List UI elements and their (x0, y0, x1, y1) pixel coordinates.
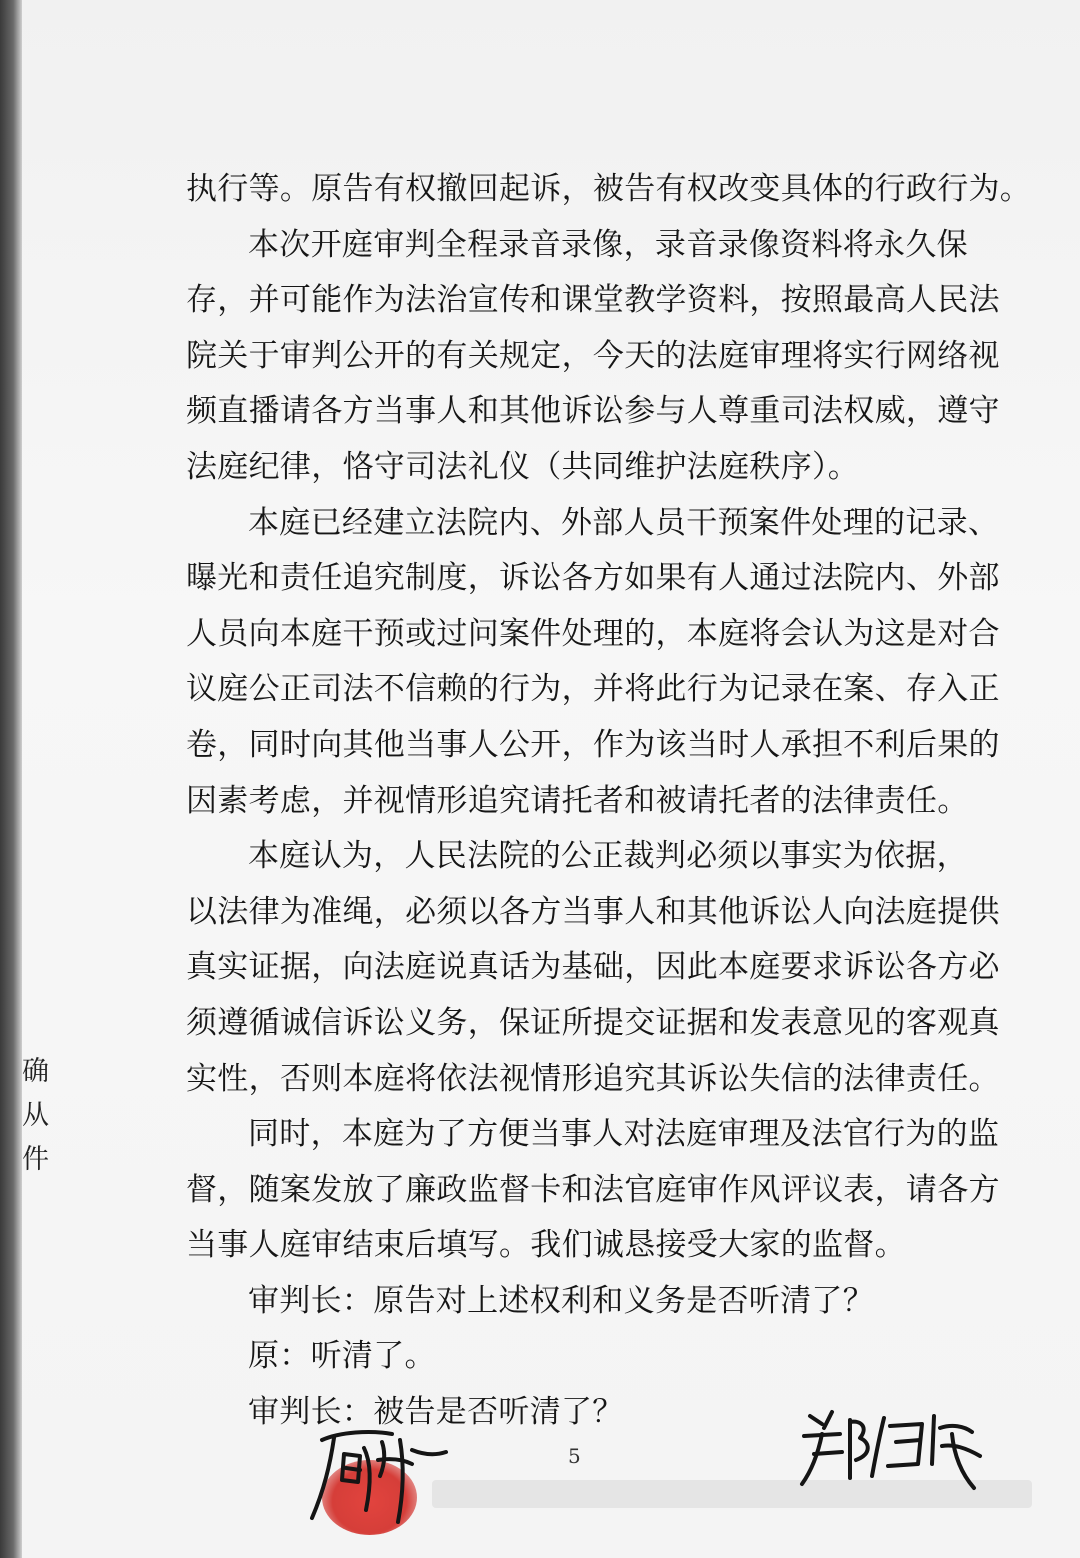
text-line: 院关于审判公开的有关规定，今天的法庭审理将实行网络视 (186, 337, 1000, 374)
handwritten-signature-right (792, 1404, 992, 1499)
dialogue-line: 原：听清了。 (248, 1338, 436, 1375)
text-line: 议庭公正司法不信赖的行为，并将此行为记录在案、存入正 (186, 671, 1000, 708)
text-line: 本次开庭审判全程录音录像，录音录像资料将永久保 (248, 226, 968, 263)
document-body (186, 162, 1032, 1441)
text-line: 因素考虑，并视情形追究请托者和被请托者的法律责任。 (186, 782, 969, 819)
text-line: 实性，否则本庭将依法视情形追究其诉讼失信的法律责任。 (186, 1060, 1000, 1097)
text-line: 真实证据，向法庭说真话为基础，因此本庭要求诉讼各方必 (186, 949, 1000, 986)
text-line: 法庭纪律，恪守司法礼仪（共同维护法庭秩序）。 (186, 448, 860, 485)
text-line: 以法律为准绳，必须以各方当事人和其他诉讼人向法庭提供 (186, 893, 1000, 930)
page-number: 5 (568, 1444, 581, 1468)
text-line: 当事人庭审结束后填写。我们诚恳接受大家的监督。 (186, 1227, 906, 1264)
handwritten-signature-left (300, 1420, 460, 1530)
text-line: 本庭认为，人民法院的公正裁判必须以事实为依据， (248, 838, 968, 875)
edge-fragment: 确 (22, 1056, 49, 1087)
text-line: 同时，本庭为了方便当事人对法庭审理及法官行为的监 (248, 1116, 1000, 1153)
document-page (22, 0, 1080, 1558)
text-line: 存，并可能作为法治宣传和课堂教学资料，按照最高人民法 (186, 282, 1000, 319)
edge-fragment: 件 (22, 1144, 49, 1175)
text-line: 频直播请各方当事人和其他诉讼参与人尊重司法权威，遵守 (186, 393, 1000, 430)
edge-fragment: 从 (22, 1100, 49, 1131)
text-line: 人员向本庭干预或过问案件处理的，本庭将会认为这是对合 (186, 615, 1000, 652)
binding-edge (0, 0, 22, 1558)
dialogue-line: 审判长：原告对上述权利和义务是否听清了？ (248, 1282, 874, 1319)
text-line: 本庭已经建立法院内、外部人员干预案件处理的记录、 (248, 504, 1000, 541)
text-line: 曝光和责任追究制度，诉讼各方如果有人通过法院内、外部 (186, 560, 1000, 597)
text-line: 督，随案发放了廉政监督卡和法官庭审作风评议表，请各方 (186, 1171, 1000, 1208)
text-line: 卷，同时向其他当事人公开，作为该当时人承担不利后果的 (186, 726, 1000, 763)
text-line: 执行等。原告有权撤回起诉，被告有权改变具体的行政行为。 (186, 171, 1032, 207)
dialogue-line: 审判长：被告是否听清了？ (248, 1394, 624, 1431)
previous-page-edge-text (22, 1050, 48, 1182)
text-line: 须遵循诚信诉讼义务，保证所提交证据和发表意见的客观真 (186, 1004, 1000, 1041)
